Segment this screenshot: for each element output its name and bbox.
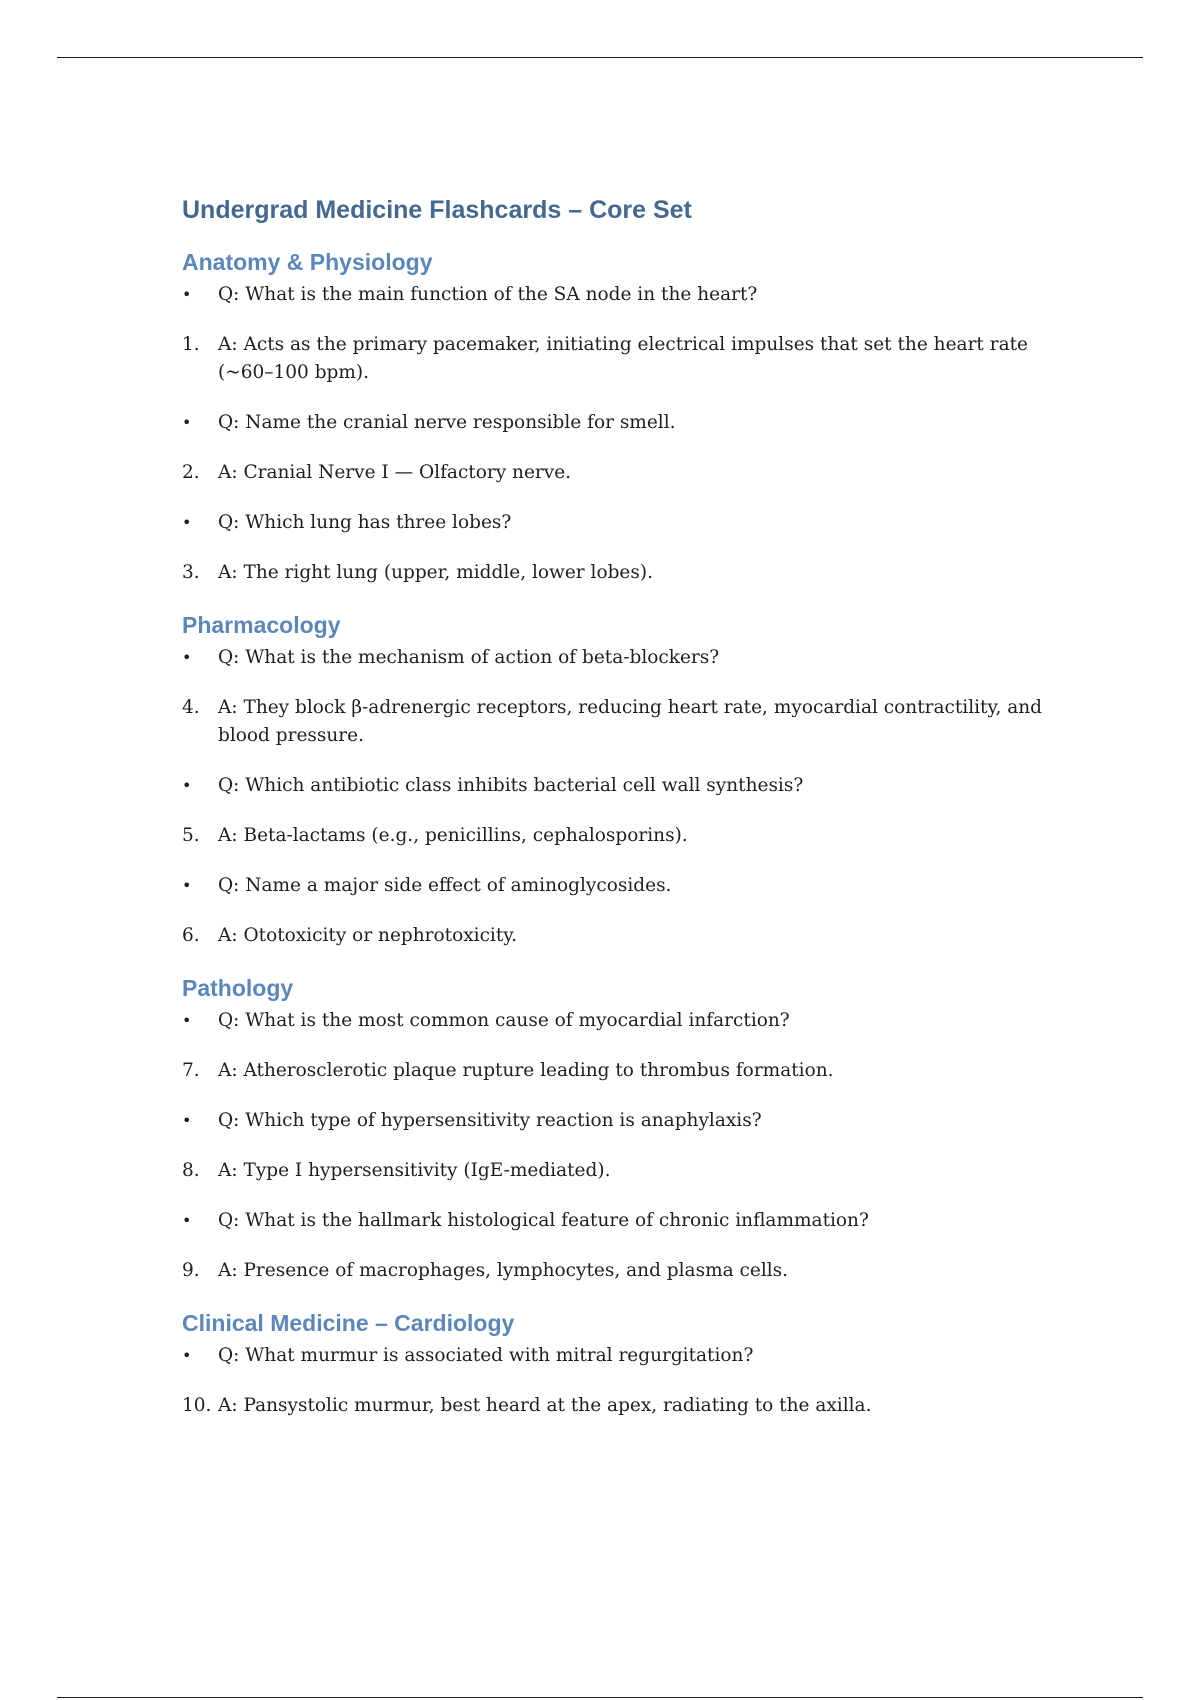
question-item [182,1007,1062,1035]
question-text: Q: What is the most common cause of myocardial infarction? [218,1010,790,1031]
question-item [182,1207,1062,1235]
question-text: Q: Which lung has three lobes? [218,512,512,533]
number-marker: 7. [182,1060,200,1081]
question-item [182,409,1062,437]
number-marker: 2. [182,462,200,483]
section-clinical-cardiology [182,1309,1062,1420]
question-item [182,509,1062,537]
bullet-marker: • [182,876,192,895]
answer-text: A: The right lung (upper, middle, lower lobes). [218,562,653,583]
bullet-marker: • [182,1111,192,1130]
question-text: Q: What is the main function of the SA node in the heart? [218,284,758,305]
number-marker: 9. [182,1260,200,1281]
number-marker: 4. [182,697,200,718]
answer-text: A: Pansystolic murmur, best heard at the apex, radiating to the axilla. [218,1395,872,1416]
question-item [182,281,1062,309]
question-item [182,1342,1062,1370]
question-text: Q: What murmur is associated with mitral regurgitation? [218,1345,754,1366]
bullet-marker: • [182,1211,192,1230]
bullet-marker: • [182,1011,192,1030]
bullet-marker: • [182,513,192,532]
bullet-marker: • [182,648,192,667]
question-item [182,644,1062,672]
bullet-marker: • [182,776,192,795]
answer-text: A: Ototoxicity or nephrotoxicity. [218,925,518,946]
section-pharmacology [182,611,1062,950]
document-title: Undergrad Medicine Flashcards – Core Set [182,196,692,224]
bullet-marker: • [182,285,192,304]
flashcard-list [182,1342,1062,1420]
question-text: Q: What is the hallmark histological feature of chronic inflammation? [218,1210,869,1231]
question-item [182,872,1062,900]
answer-item [182,459,1062,487]
section-anatomy-physiology [182,248,1062,587]
section-heading: Clinical Medicine – Cardiology [182,1310,515,1336]
answer-item [182,1157,1062,1185]
number-marker: 8. [182,1160,200,1181]
answer-item [182,1257,1062,1285]
bullet-marker: • [182,1346,192,1365]
answer-text: A: Presence of macrophages, lymphocytes, and plasma cells. [218,1260,789,1281]
number-marker: 1. [182,334,200,355]
answer-text: A: Atherosclerotic plaque rupture leading to thrombus formation. [218,1060,834,1081]
section-heading: Pharmacology [182,612,341,638]
question-text: Q: Which antibiotic class inhibits bacterial cell wall synthesis? [218,775,804,796]
question-text: Q: Name the cranial nerve responsible for smell. [218,412,676,433]
question-item [182,1107,1062,1135]
answer-text: A: Type I hypersensitivity (IgE-mediated). [218,1160,611,1181]
answer-text: A: Cranial Nerve I — Olfactory nerve. [218,462,572,483]
answer-text: A: Acts as the primary pacemaker, initiating electrical impulses that set the heart rate (~60–100 bpm). [218,334,1028,383]
answer-item [182,1392,1062,1420]
top-rule [57,57,1143,58]
answer-item [182,1057,1062,1085]
flashcard-list [182,644,1062,950]
number-marker: 5. [182,825,200,846]
number-marker: 10. [182,1395,212,1416]
section-heading: Pathology [182,975,294,1001]
answer-text: A: Beta-lactams (e.g., penicillins, cephalosporins). [218,825,688,846]
question-text: Q: Which type of hypersensitivity reaction is anaphylaxis? [218,1110,762,1131]
section-pathology [182,974,1062,1285]
bottom-rule [57,1697,1143,1698]
document-body [182,193,1062,1420]
bullet-marker: • [182,413,192,432]
answer-item [182,559,1062,587]
flashcard-list [182,1007,1062,1285]
answer-item [182,694,1062,750]
question-item [182,772,1062,800]
number-marker: 6. [182,925,200,946]
answer-item [182,331,1062,387]
answer-item [182,922,1062,950]
question-text: Q: Name a major side effect of aminoglycosides. [218,875,672,896]
flashcard-list [182,281,1062,587]
answer-item [182,822,1062,850]
answer-text: A: They block β-adrenergic receptors, reducing heart rate, myocardial contractility, and blood pressure. [218,697,1043,746]
number-marker: 3. [182,562,200,583]
section-heading: Anatomy & Physiology [182,249,433,275]
question-text: Q: What is the mechanism of action of beta-blockers? [218,647,720,668]
